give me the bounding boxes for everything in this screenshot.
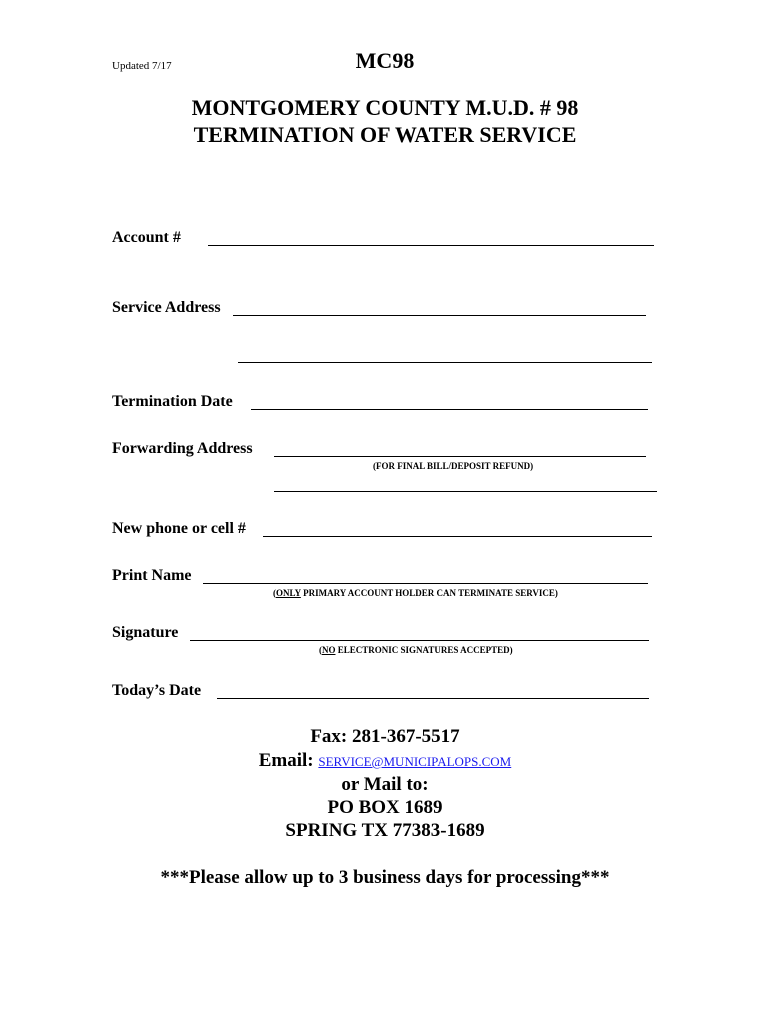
print-name-note-emphasis: ONLY bbox=[276, 588, 301, 598]
print-name-label: Print Name bbox=[112, 567, 192, 584]
title-line-1: MONTGOMERY COUNTY M.U.D. # 98 bbox=[191, 95, 579, 120]
updated-date: Updated 7/17 bbox=[112, 60, 172, 72]
service-address-label: Service Address bbox=[112, 299, 221, 316]
forwarding-address-field-line-2[interactable] bbox=[274, 491, 657, 492]
email-line bbox=[0, 750, 770, 772]
account-field[interactable] bbox=[208, 245, 654, 246]
service-address-field[interactable] bbox=[233, 315, 646, 316]
form-title bbox=[0, 94, 770, 148]
mail-label: or Mail to: bbox=[341, 774, 429, 795]
phone-label: New phone or cell # bbox=[112, 520, 246, 537]
forwarding-address-label: Forwarding Address bbox=[112, 440, 253, 457]
print-name-field[interactable] bbox=[203, 583, 648, 584]
processing-notice: ***Please allow up to 3 business days for processing*** bbox=[160, 867, 610, 888]
forwarding-address-field[interactable] bbox=[274, 456, 646, 457]
city-state-zip: SPRING TX 77383-1689 bbox=[285, 820, 485, 841]
signature-label: Signature bbox=[112, 624, 179, 641]
print-name-note: (ONLY PRIMARY ACCOUNT HOLDER CAN TERMINATE SERVICE) bbox=[273, 588, 558, 598]
todays-date-field[interactable] bbox=[217, 698, 649, 699]
email-label: Email: bbox=[258, 750, 319, 771]
termination-date-label: Termination Date bbox=[112, 393, 233, 410]
fax-line: Fax: 281-367-5517 bbox=[310, 726, 460, 747]
title-line-2: TERMINATION OF WATER SERVICE bbox=[193, 122, 577, 147]
print-name-note-text: PRIMARY ACCOUNT HOLDER CAN TERMINATE SERVICE) bbox=[300, 588, 558, 598]
signature-note-emphasis: NO bbox=[322, 645, 336, 655]
signature-note-text: ELECTRONIC SIGNATURES ACCEPTED) bbox=[335, 645, 513, 655]
po-box: PO BOX 1689 bbox=[327, 797, 443, 818]
email-link[interactable]: SERVICE@MUNICIPALOPS.COM bbox=[318, 754, 512, 769]
phone-field[interactable] bbox=[263, 536, 652, 537]
form-code: MC98 bbox=[355, 48, 415, 73]
account-label: Account # bbox=[112, 229, 181, 246]
signature-note: (NO ELECTRONIC SIGNATURES ACCEPTED) bbox=[319, 645, 513, 655]
signature-field[interactable] bbox=[190, 640, 649, 641]
forwarding-address-note: (FOR FINAL BILL/DEPOSIT REFUND) bbox=[373, 461, 534, 471]
service-address-field-line-2[interactable] bbox=[238, 362, 652, 363]
todays-date-label: Today’s Date bbox=[112, 682, 202, 699]
termination-date-field[interactable] bbox=[251, 409, 648, 410]
